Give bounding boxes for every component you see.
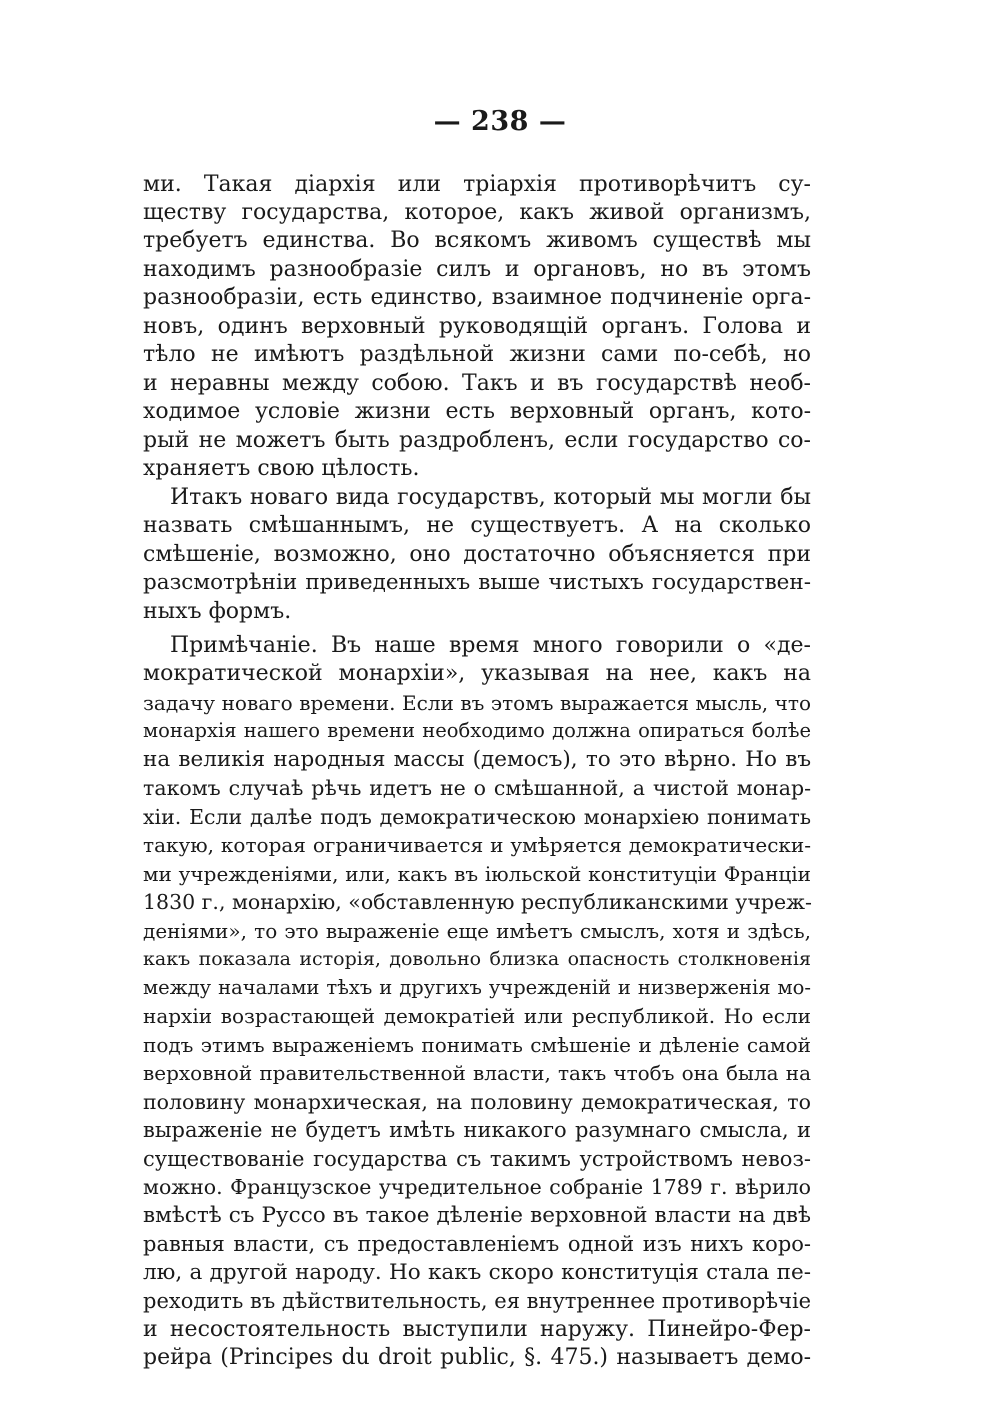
p1-line-10: рый не можетъ быть раздробленъ, если государство со- — [143, 428, 811, 453]
p1-line-11: храняетъ свою цѣлость. — [143, 456, 420, 481]
note-line-1: Примѣчаніе. Въ наше время много говорили о «де- — [170, 633, 811, 658]
note-line-14: нархіи возрастающей демократіей или республикой. Но если — [143, 1004, 811, 1028]
note-line-25: и несостоятельность выступили наружу. Пинейро-Фер- — [143, 1317, 811, 1342]
note-line-7: хіи. Если далѣе подъ демократическою монархіею понимать — [143, 805, 811, 829]
note-line-2: мократической монархіи», указывая на нее, какъ на — [143, 661, 811, 686]
note-line-20: можно. Французское учредительное собраніе 1789 г. вѣрило — [143, 1175, 811, 1199]
p1-line-7: тѣло не имѣютъ раздѣльной жизни сами по-себѣ, но — [143, 342, 811, 367]
note-line-21: вмѣстѣ съ Руссо въ такое дѣленіе верховной власти на двѣ — [143, 1203, 811, 1228]
p2-line-1: Итакъ новаго вида государствъ, который мы могли бы — [170, 485, 811, 510]
note-line-11: деніями», то это выраженіе еще имѣетъ смыслъ, хотя и здѣсь, — [143, 919, 811, 943]
p1-line-3: требуетъ единства. Во всякомъ живомъ существѣ мы — [143, 228, 811, 253]
p1-line-6: новъ, одинъ верховный руководящій органъ. Голова и — [143, 314, 811, 339]
p1-line-8: и неравны между собою. Такъ и въ государствѣ необ- — [143, 371, 811, 396]
note-line-13: между началами тѣхъ и другихъ учрежденій и низверженія мо- — [143, 976, 811, 999]
note-line-18: выраженіе не будетъ имѣть никакого разумнаго смысла, и — [143, 1118, 811, 1142]
p2-line-4: разсмотрѣніи приведенныхъ выше чистыхъ государствен- — [143, 570, 811, 595]
p2-line-5: ныхъ формъ. — [143, 599, 292, 624]
note-line-26: рейра (Principes du droit public, §. 475.) называетъ демо- — [143, 1345, 811, 1370]
note-line-23: лю, а другой народу. Но какъ скоро конституція стала пе- — [143, 1260, 811, 1285]
note-line-17: половину монархическая, на половину демократическая, то — [143, 1090, 811, 1114]
note-line-6: такомъ случаѣ рѣчь идетъ не о смѣшанной, а чистой монар- — [143, 776, 811, 800]
note-line-3: задачу новаго времени. Если въ этомъ выражается мысль, что — [143, 691, 811, 715]
p2-line-2: назвать смѣшаннымъ, не существуетъ. А на сколько — [143, 513, 811, 538]
p1-line-2: ществу государства, которое, какъ живой организмъ, — [143, 200, 811, 225]
note-line-9: ми учрежденіями, или, какъ въ іюльской конституціи Франціи — [143, 862, 811, 886]
note-line-10: 1830 г., монархію, «обставленную республиканскими учреж- — [143, 890, 812, 914]
note-line-16: верховной правительственной власти, такъ чтобъ она была на — [143, 1061, 811, 1085]
p1-line-5: разнообразіи, есть единство, взаимное подчиненіе орга- — [143, 285, 811, 310]
p2-line-3: смѣшеніе, возможно, оно достаточно объясняется при — [143, 542, 811, 567]
p1-line-1: ми. Такая діархія или тріархія противорѣчитъ су- — [143, 172, 811, 197]
p1-line-9: ходимое условіе жизни есть верховный органъ, кото- — [143, 399, 811, 424]
note-line-15: подъ этимъ выраженіемъ понимать смѣшеніе и дѣленіе самой — [143, 1033, 811, 1057]
note-line-12: какъ показала исторія, довольно близка опасность столкновенія — [143, 948, 811, 970]
page-number: — 238 — — [433, 106, 567, 137]
note-line-8: такую, которая ограничивается и умѣряется демократически- — [143, 833, 811, 857]
note-line-19: существованіе государства съ такимъ устройствомъ невоз- — [143, 1147, 811, 1171]
note-line-4: монархія нашего времени необходимо должна опираться болѣе — [143, 719, 811, 742]
note-line-5: на великія народныя массы (демосъ), то это вѣрно. Но въ — [143, 747, 811, 772]
p1-line-4: находимъ разнообразіе силъ и органовъ, но въ этомъ — [143, 257, 811, 282]
note-line-24: реходить въ дѣйствительность, ея внутреннее противорѣчіе — [143, 1289, 812, 1313]
note-line-22: равныя власти, съ предоставленіемъ одной изъ нихъ коро- — [143, 1232, 811, 1256]
